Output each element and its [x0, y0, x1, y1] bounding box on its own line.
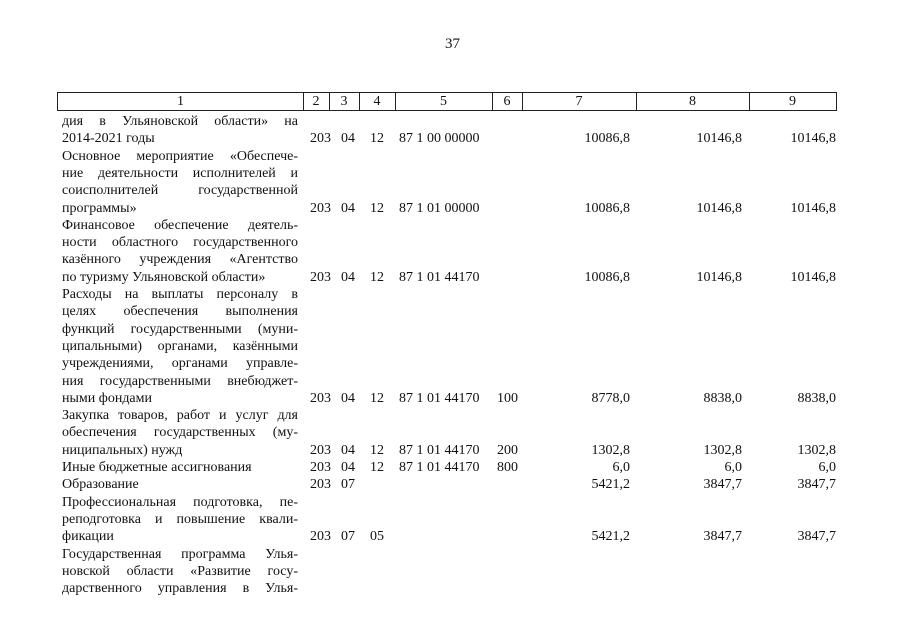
code-admin: 203	[310, 529, 331, 545]
row-description: ниципальных) нужд	[62, 442, 183, 458]
table-row	[0, 563, 905, 580]
amount-2019: 10086,8	[584, 200, 630, 216]
table-row	[0, 528, 905, 545]
code-expense-type: 100	[497, 390, 518, 406]
table-row	[0, 148, 905, 165]
amount-2021: 6,0	[818, 460, 836, 475]
row-description: Финансовое обеспечение деятель-	[62, 217, 298, 233]
code-subsection: 12	[370, 200, 384, 216]
table-row	[0, 476, 905, 493]
table-row	[0, 511, 905, 528]
table-row	[0, 165, 905, 182]
row-description: Образование	[62, 477, 139, 493]
code-section: 07	[341, 477, 355, 493]
code-subsection: 12	[370, 390, 384, 406]
table-row	[0, 286, 905, 303]
table-row	[0, 580, 905, 597]
row-description: Иные бюджетные ассигнования	[62, 460, 252, 475]
table-row	[0, 442, 905, 459]
table-row	[0, 234, 905, 251]
code-admin: 203	[310, 131, 331, 147]
amount-2020: 10146,8	[696, 131, 742, 147]
row-description: дарственного управления в Улья-	[62, 581, 298, 597]
row-description: ния государственными внебюджет-	[62, 373, 298, 389]
table-row	[0, 217, 905, 234]
header-col-9: 9	[789, 94, 796, 109]
row-description: функций государственными (муни-	[62, 321, 298, 337]
row-description: целях обеспечения выполнения	[62, 304, 298, 320]
code-target: 87 1 01 44170	[399, 390, 480, 406]
code-section: 04	[341, 200, 355, 216]
row-description: казённого учреждения «Агентство	[62, 252, 298, 268]
code-target: 87 1 01 44170	[399, 460, 480, 475]
amount-2021: 10146,8	[790, 131, 836, 147]
code-admin: 203	[310, 442, 331, 458]
table-row	[0, 390, 905, 407]
header-col-2: 2	[312, 94, 320, 109]
code-admin: 203	[310, 477, 331, 493]
code-section: 04	[341, 131, 355, 147]
code-section: 07	[341, 529, 355, 545]
amount-2021: 3847,7	[797, 529, 836, 545]
header-col-7: 7	[575, 94, 583, 109]
row-description: ние деятельности исполнителей и	[62, 165, 298, 181]
table-row	[0, 182, 905, 199]
amount-2019: 10086,8	[584, 269, 630, 285]
header-col-3: 3	[340, 94, 348, 109]
row-description: новской области «Развитие госу-	[62, 563, 298, 579]
row-description: ности областного государственного	[62, 235, 298, 251]
row-description: ципальными) органами, казёнными	[62, 338, 298, 354]
code-subsection: 12	[370, 460, 384, 475]
row-description: фикации	[62, 529, 114, 545]
amount-2021: 10146,8	[790, 269, 836, 285]
table-row	[0, 459, 905, 476]
table-row	[0, 303, 905, 320]
table-row	[0, 424, 905, 441]
amount-2021: 8838,0	[797, 390, 836, 406]
header-col-5: 5	[440, 94, 447, 109]
row-description: ными фондами	[62, 390, 153, 406]
amount-2020: 8838,0	[703, 390, 742, 406]
table-row	[0, 321, 905, 338]
table-row	[0, 130, 905, 147]
code-target: 87 1 01 00000	[399, 200, 480, 216]
row-description: Расходы на выплаты персоналу в	[62, 287, 298, 302]
table-row	[0, 338, 905, 355]
row-description: соисполнителей государственной	[62, 183, 298, 199]
amount-2020: 3847,7	[703, 477, 742, 493]
row-description: учреждениями, органами управле-	[62, 356, 298, 372]
row-description: реподготовка и повышение квали-	[62, 511, 298, 527]
code-section: 04	[341, 390, 355, 406]
table-header	[57, 92, 837, 111]
code-admin: 203	[310, 460, 331, 475]
code-admin: 203	[310, 269, 331, 285]
row-description: Основное мероприятие «Обеспече-	[62, 148, 298, 164]
row-description: Государственная программа Улья-	[62, 546, 298, 562]
header-col-1: 1	[177, 94, 184, 109]
code-subsection: 12	[370, 131, 384, 147]
table-row	[0, 546, 905, 563]
table-row	[0, 113, 905, 130]
code-target: 87 1 01 44170	[399, 269, 480, 285]
table-row	[0, 355, 905, 372]
row-description: Закупка товаров, работ и услуг для	[62, 408, 298, 424]
table-row	[0, 269, 905, 286]
amount-2021: 10146,8	[790, 200, 836, 216]
amount-2019: 10086,8	[584, 131, 630, 147]
code-subsection: 12	[370, 442, 384, 458]
code-admin: 203	[310, 200, 331, 216]
code-expense-type: 200	[497, 442, 518, 458]
code-expense-type: 800	[497, 460, 518, 475]
page-number: 37	[445, 36, 460, 52]
table-row	[0, 200, 905, 217]
code-section: 04	[341, 460, 355, 475]
header-col-6: 6	[503, 94, 511, 109]
row-description: 2014-2021 годы	[62, 131, 155, 147]
row-description: Профессиональная подготовка, пе-	[62, 494, 298, 510]
table-row	[0, 251, 905, 268]
amount-2021: 1302,8	[797, 442, 836, 458]
code-admin: 203	[310, 390, 331, 406]
row-description: программы»	[62, 200, 137, 216]
code-target: 87 1 01 44170	[399, 442, 480, 458]
header-col-8: 8	[689, 94, 696, 109]
amount-2019: 1302,8	[591, 442, 630, 458]
amount-2020: 3847,7	[703, 529, 742, 545]
code-subsection: 12	[370, 269, 384, 285]
table-row	[0, 407, 905, 424]
code-section: 04	[341, 269, 355, 285]
amount-2020: 6,0	[724, 460, 742, 475]
code-target: 87 1 00 00000	[399, 131, 480, 147]
table-row	[0, 373, 905, 390]
row-description: обеспечения государственных (му-	[62, 425, 298, 441]
code-section: 04	[341, 442, 355, 458]
amount-2021: 3847,7	[797, 477, 836, 493]
table-row	[0, 494, 905, 511]
amount-2020: 1302,8	[703, 442, 742, 458]
amount-2019: 8778,0	[591, 390, 630, 406]
amount-2019: 6,0	[612, 460, 630, 475]
row-description: по туризму Ульяновской области»	[62, 269, 266, 285]
amount-2020: 10146,8	[696, 269, 742, 285]
code-subsection: 05	[370, 529, 384, 545]
amount-2020: 10146,8	[696, 200, 742, 216]
amount-2019: 5421,2	[591, 477, 630, 493]
amount-2019: 5421,2	[591, 529, 630, 545]
header-col-4: 4	[373, 94, 381, 109]
row-description: дия в Ульяновской области» на	[62, 114, 298, 129]
